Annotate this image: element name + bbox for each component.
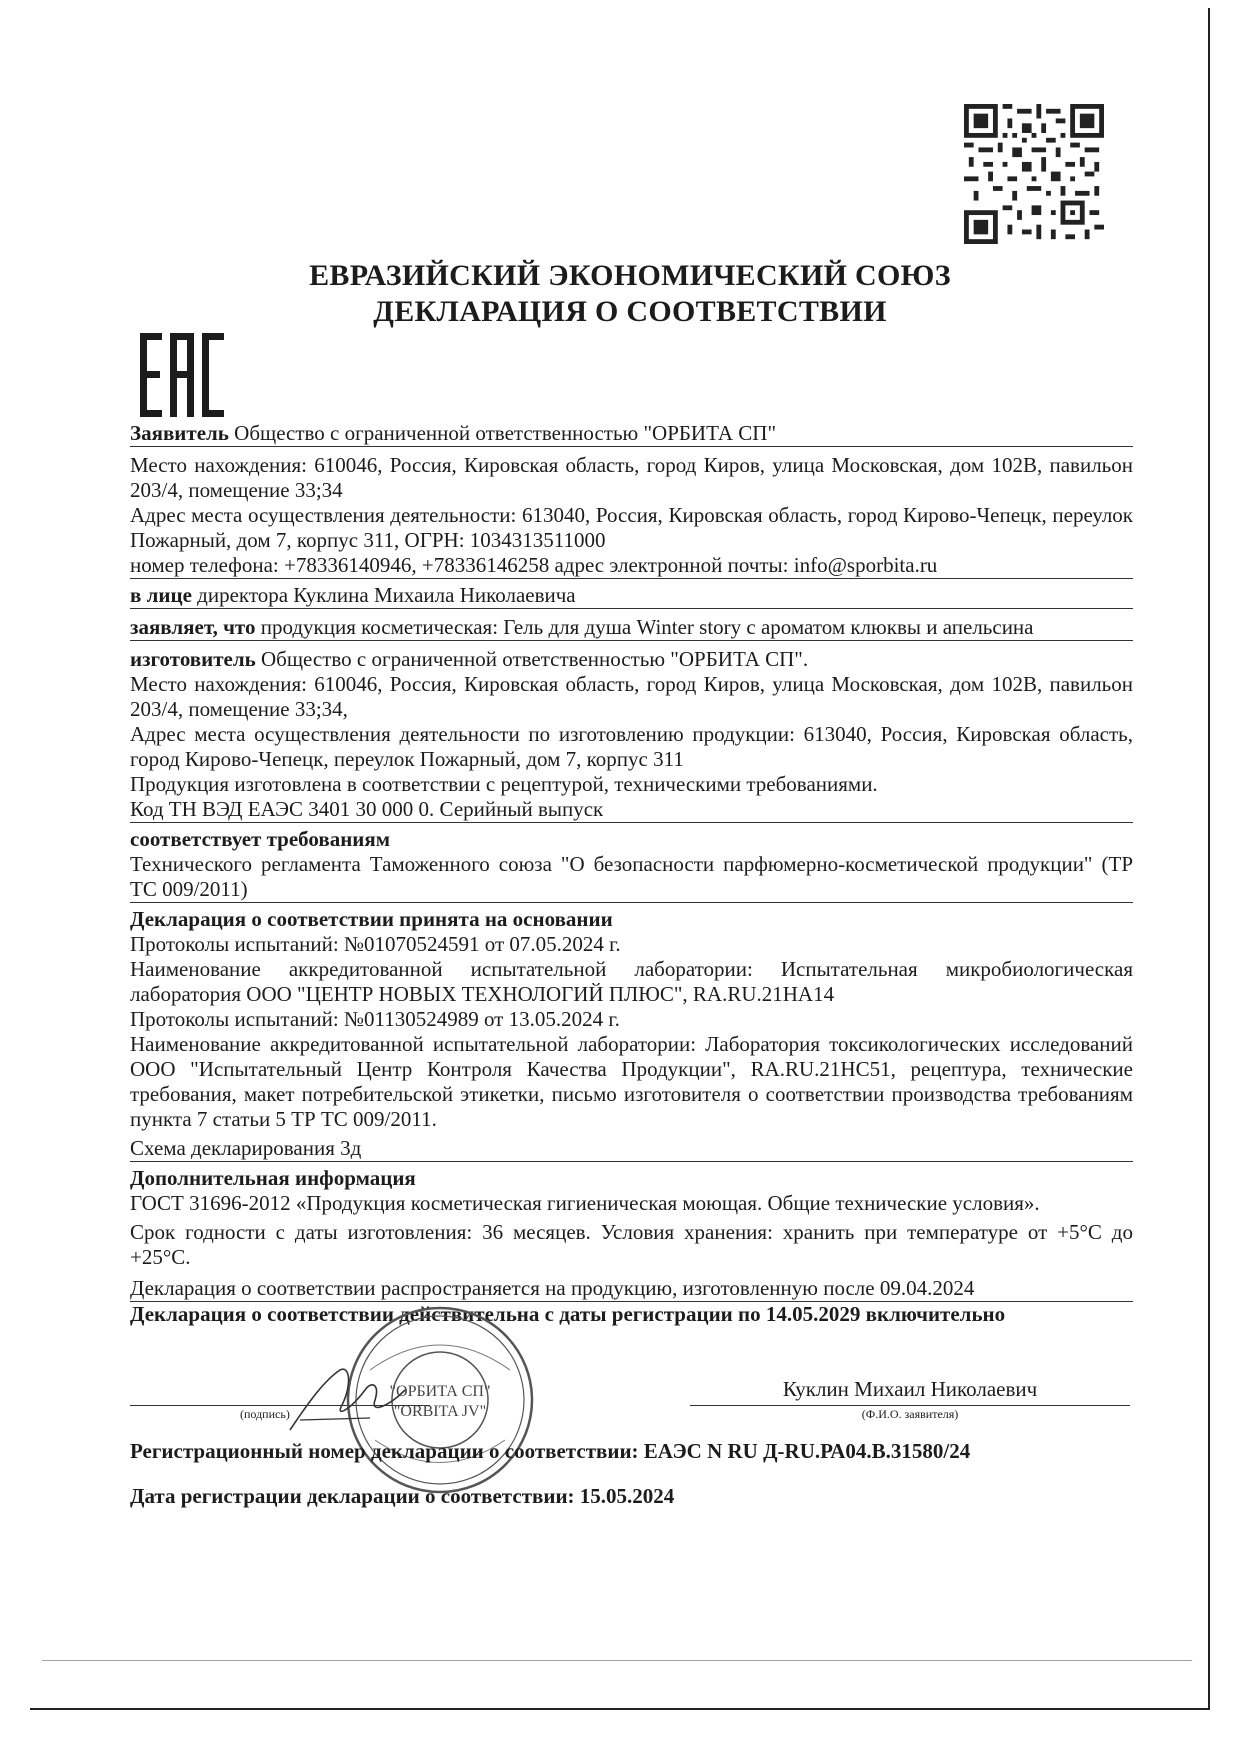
declares-label: заявляет, что (130, 615, 256, 639)
signature-caption: (подпись) (240, 1407, 290, 1421)
valid-until (130, 1302, 1133, 1327)
handwritten-signature (280, 1360, 410, 1440)
applicant-person-row (130, 583, 1133, 609)
manufacturer-made-per: Продукция изготовлена в соответствии с рецептурой, техническими требованиями. (130, 772, 878, 796)
title-declaration: ДЕКЛАРАЦИЯ О СООТВЕТСТВИИ (373, 295, 887, 328)
manufacturer-label: изготовитель (130, 647, 256, 671)
stamp-name-en: "ORBITA JV" (393, 1403, 487, 1420)
person-name: директора Куклина Михаила Николаевича (191, 583, 576, 607)
applicant-name: Общество с ограниченной ответственностью "ОРБИТА СП" (228, 421, 777, 445)
manufacturer-location: Место нахождения: 610046, Россия, Кировская область, город Киров, улица Московская, дом 102В, павильон 203/4, помещение 33;34, (130, 672, 1133, 721)
name-caption: (Ф.И.О. заявителя) (861, 1407, 959, 1421)
signatory-name: Куклин Михаил Николаевич (782, 1377, 1038, 1401)
applicant-label: Заявитель (130, 421, 229, 445)
applicant-contacts: номер телефона: +78336140946, +78336146258 адрес электронной почты: info@sporbita.ru (130, 553, 1133, 579)
name-line (690, 1405, 1130, 1406)
additional-label (130, 1166, 1133, 1191)
valid-until-text: Декларация о соответствии действительна с даты регистрации по 14.05.2029 включительно (130, 1302, 1006, 1326)
document-title (130, 258, 1130, 330)
lab-1: Наименование аккредитованной испытательной лаборатории: Испытательная микробиологическая лаборатория ООО "ЦЕНТР НОВЫХ ТЕХНОЛОГИЙ ПЛЮС", RA.RU.21НА14 (130, 957, 1133, 1006)
applies-to: Декларация о соответствии распространяется на продукцию, изготовленную после 09.04.2024 (130, 1276, 1133, 1302)
applicant-location: Место нахождения: 610046, Россия, Кировская область, город Киров, улица Московская, дом 102В, павильон 203/4, помещение 33;34 (130, 453, 1133, 502)
declaration-body (130, 421, 1133, 1327)
basis-label (130, 907, 1133, 932)
bottom-rule (42, 1660, 1192, 1661)
shelf-life: Срок годности с даты изготовления: 36 месяцев. Условия хранения: хранить при температуре от +5°С до +25°С. (130, 1220, 1133, 1269)
stamp-name-ru: "ОРБИТА СП" (389, 1383, 491, 1400)
lab-2: Наименование аккредитованной испытательной лаборатории: Лаборатория токсикологических исследований ООО "Испытательный Центр Контроля Качества Продукции", RA.RU.21НС51, рецептура, технические требования, макет потребительской этикетки, письмо изготовителя о соответствии производства требованиям пункта 7 статьи 5 ТР ТС 009/2011. (130, 1032, 1133, 1131)
manufacturer-name: Общество с ограниченной ответственностью "ОРБИТА СП". (255, 647, 809, 671)
title-union: ЕВРАЗИЙСКИЙ ЭКОНОМИЧЕСКИЙ СОЮЗ (309, 259, 951, 292)
person-label: в лице (130, 583, 192, 607)
registration-date: Дата регистрации декларации о соответствии: 15.05.2024 (130, 1484, 675, 1508)
tnved-code: Код ТН ВЭД ЕАЭС 3401 30 000 0. Серийный выпуск (130, 797, 1133, 823)
manufacturer-row (130, 647, 1133, 672)
applicant-activity-address: Адрес места осуществления деятельности: 613040, Россия, Кировская область, город Кирово-Чепецк, переулок Пожарный, дом 7, корпус 311, ОГРН: 1034313511000 (130, 503, 1133, 552)
applicant-row (130, 421, 1133, 447)
conforms-text: Технического регламента Таможенного союза "О безопасности парфюмерно-косметической продукции" (ТР ТС 009/2011) (130, 852, 1133, 901)
manufacturer-production-address: Адрес места осуществления деятельности по изготовлению продукции: 613040, Россия, Кировская область, город Кирово-Чепецк, переулок Пожарный, дом 7, корпус 311 (130, 722, 1133, 771)
conforms-label (130, 827, 1133, 852)
gost-reference: ГОСТ 31696-2012 «Продукция косметическая гигиеническая моющая. Общие технические условия». (130, 1191, 1040, 1215)
qr-code-icon (964, 104, 1104, 244)
product-name: продукция косметическая: Гель для душа Winter story с ароматом клюквы и апельсина (255, 615, 1034, 639)
additional-label-text: Дополнительная информация (130, 1166, 416, 1190)
registration-number: Регистрационный номер декларации о соответствии: ЕАЭС N RU Д-RU.РА04.В.31580/24 (130, 1439, 971, 1463)
eac-logo-icon (140, 333, 224, 417)
protocol-1: Протоколы испытаний: №01070524591 от 07.05.2024 г. (130, 932, 621, 956)
basis-label-text: Декларация о соответствии принята на основании (130, 907, 613, 931)
protocol-2: Протоколы испытаний: №01130524989 от 13.05.2024 г. (130, 1007, 620, 1031)
conforms-label-text: соответствует требованиям (130, 827, 391, 851)
declaration-scheme: Схема декларирования 3д (130, 1136, 1133, 1162)
declares-row (130, 615, 1133, 641)
